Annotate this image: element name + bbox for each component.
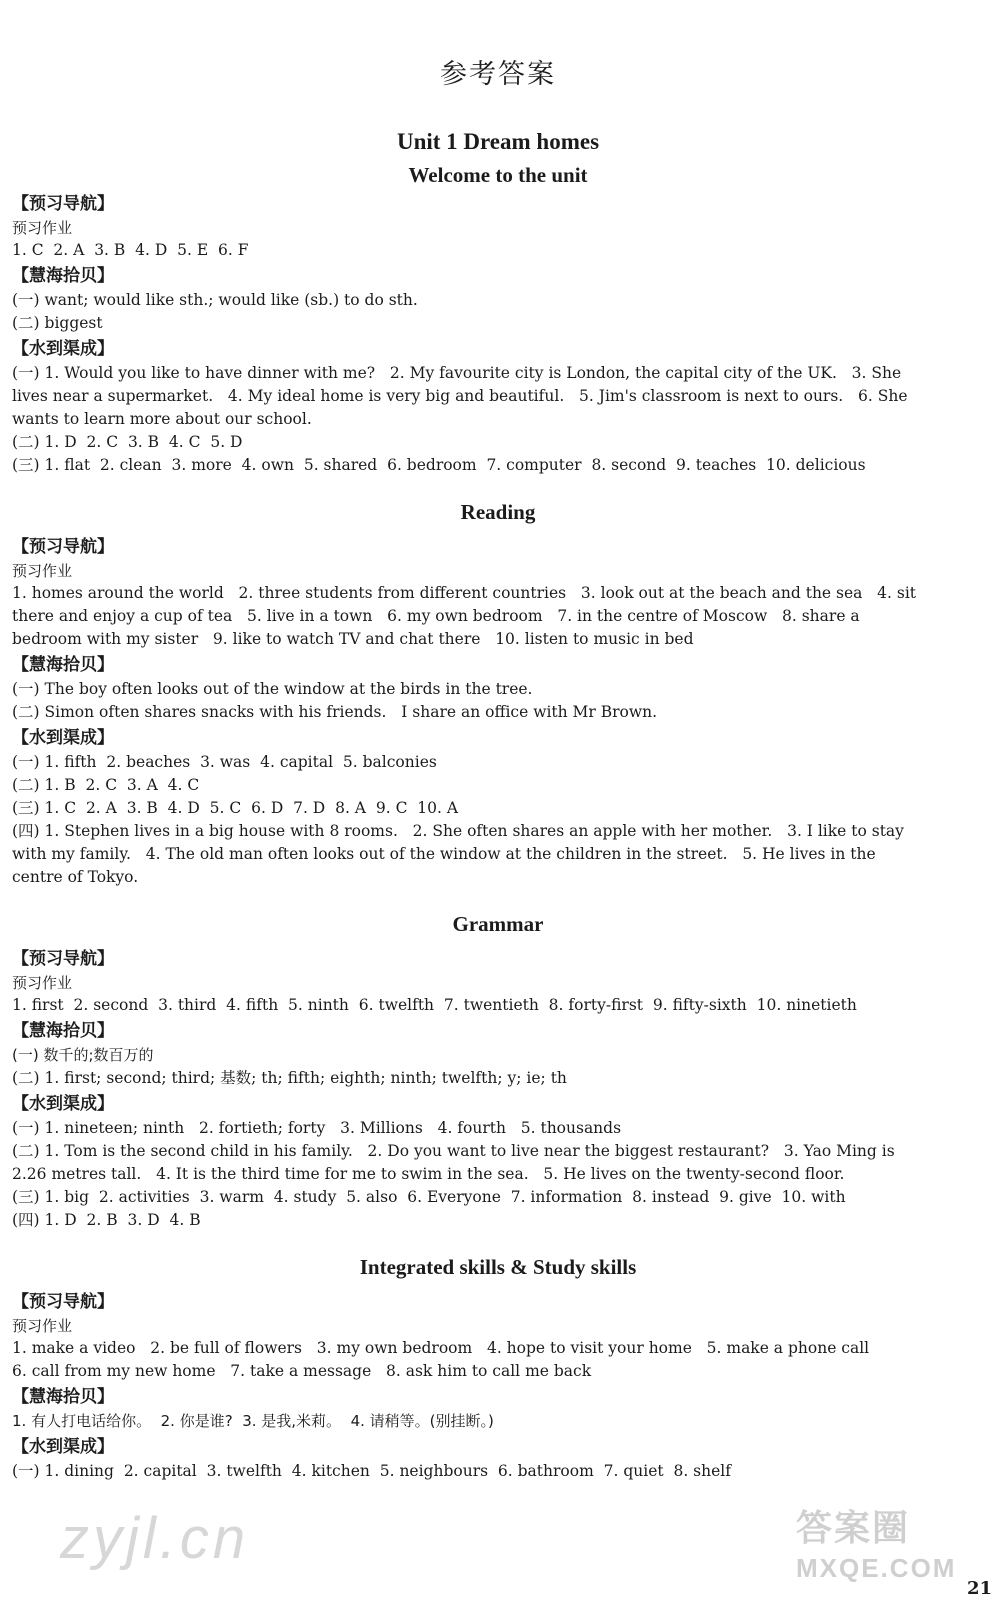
answer-line: 1. homes around the world 2. three students from different countries 3. look out at the beach and the sea 4. sit: [12, 584, 917, 602]
answer-line: (三) 1. C 2. A 3. B 4. D 5. C 6. D 7. D 8. A 9. C 10. A: [12, 799, 459, 817]
watermark-right-top: 答案圈: [796, 1507, 911, 1548]
answer-page: [12, 0, 984, 1483]
preview-header: 【预习导航】: [12, 537, 114, 557]
answer-line: (二) Simon often shares snacks with his friends. I share an office with Mr Brown.: [12, 703, 658, 721]
answer-line: there and enjoy a cup of tea 5. live in a town 6. my own bedroom 7. in the centre of Moscow 8. share a: [12, 607, 860, 625]
practice-header: 【水到渠成】: [12, 339, 114, 359]
answer-line: (一) 1. dining 2. capital 3. twelfth 4. kitchen 5. neighbours 6. bathroom 7. quiet 8. shelf: [12, 1462, 731, 1480]
answer-line: (一) The boy often looks out of the window at the birds in the tree.: [12, 680, 533, 698]
answer-line: 2.26 metres tall. 4. It is the third time for me to swim in the sea. 5. He lives on the twenty-second floor.: [12, 1165, 845, 1183]
answer-line: 6. call from my new home 7. take a message 8. ask him to call me back: [12, 1362, 592, 1380]
answer-line: (二) biggest: [12, 314, 103, 332]
answer-line: (三) 1. big 2. activities 3. warm 4. study 5. also 6. Everyone 7. information 8. instead 9. give 10. with: [12, 1188, 846, 1206]
section-grammar: [12, 909, 984, 1232]
unit-title: Unit 1 Dream homes: [396, 129, 600, 154]
watermark-right: [796, 1500, 986, 1590]
answer-line: (二) 1. Tom is the second child in his family. 2. Do you want to live near the biggest restaurant? 3. Yao Ming is: [12, 1142, 895, 1160]
section-title-reading: Reading: [460, 500, 536, 524]
answer-line: (一) want; would like sth.; would like (sb.) to do sth.: [12, 291, 418, 309]
practice-header: 【水到渠成】: [12, 728, 114, 748]
answer-line: 1. C 2. A 3. B 4. D 5. E 6. F: [12, 241, 249, 259]
treasure-header: 【慧海拾贝】: [12, 1387, 114, 1407]
answer-line: (四) 1. D 2. B 3. D 4. B: [12, 1211, 201, 1229]
treasure-header: 【慧海拾贝】: [12, 266, 114, 286]
answer-line: (一) 1. nineteen; ninth 2. fortieth; forty 3. Millions 4. fourth 5. thousands: [12, 1119, 622, 1137]
answer-line: (二) 1. D 2. C 3. B 4. C 5. D: [12, 433, 243, 451]
treasure-header: 【慧海拾贝】: [12, 1021, 114, 1041]
homework-label: 预习作业: [12, 219, 73, 237]
watermark-left: zyjl.cn: [60, 1506, 250, 1571]
answer-line: 1. 有人打电话给你。 2. 你是谁? 3. 是我,米莉。 4. 请稍等。(别挂断。): [12, 1412, 494, 1430]
answer-line: (二) 1. first; second; third; 基数; th; fifth; eighth; ninth; twelfth; y; ie; th: [12, 1069, 567, 1087]
answer-line: bedroom with my sister 9. like to watch TV and chat there 10. listen to music in bed: [12, 630, 694, 648]
homework-label: 预习作业: [12, 562, 73, 580]
answer-line: (四) 1. Stephen lives in a big house with 8 rooms. 2. She often shares an apple with her mother. 3. I like to stay: [12, 822, 904, 840]
answer-line: (三) 1. flat 2. clean 3. more 4. own 5. shared 6. bedroom 7. computer 8. second 9. teaches 10. delicious: [12, 456, 866, 474]
answer-line: 1. make a video 2. be full of flowers 3. my own bedroom 4. hope to visit your home 5. make a phone call: [12, 1339, 870, 1357]
homework-label: 预习作业: [12, 974, 73, 992]
answer-line: wants to learn more about our school.: [12, 410, 312, 428]
page-title: 参考答案: [440, 59, 556, 90]
practice-header: 【水到渠成】: [12, 1094, 114, 1114]
answer-line: (二) 1. B 2. C 3. A 4. C: [12, 776, 200, 794]
section-welcome: [12, 160, 984, 477]
preview-header: 【预习导航】: [12, 194, 114, 214]
page-number: 21: [966, 1578, 992, 1599]
answer-line: 1. first 2. second 3. third 4. fifth 5. ninth 6. twelfth 7. twentieth 8. forty-first 9. fifty-sixth 10. ninetieth: [12, 996, 857, 1014]
section-skills: [12, 1252, 984, 1483]
practice-header: 【水到渠成】: [12, 1437, 114, 1457]
section-title-grammar: Grammar: [452, 912, 544, 936]
homework-label: 预习作业: [12, 1317, 73, 1335]
answer-line: (一) 1. fifth 2. beaches 3. was 4. capital 5. balconies: [12, 753, 437, 771]
answer-line: with my family. 4. The old man often looks out of the window at the children in the street. 5. He lives in the: [12, 845, 876, 863]
treasure-header: 【慧海拾贝】: [12, 655, 114, 675]
watermark-right-bottom: MXQE.COM: [796, 1553, 957, 1583]
section-title-skills: Integrated skills & Study skills: [359, 1255, 637, 1279]
answer-line: lives near a supermarket. 4. My ideal home is very big and beautiful. 5. Jim's classroom is next to ours. 6. She: [12, 387, 908, 405]
section-title-welcome: Welcome to the unit: [408, 163, 588, 187]
preview-header: 【预习导航】: [12, 949, 114, 969]
preview-header: 【预习导航】: [12, 1292, 114, 1312]
section-reading: [12, 497, 984, 889]
answer-line: (一) 1. Would you like to have dinner with me? 2. My favourite city is London, the capital city of the UK. 3. She: [12, 364, 902, 382]
answer-line: (一) 数千的;数百万的: [12, 1046, 154, 1064]
answer-line: centre of Tokyo.: [12, 868, 139, 886]
